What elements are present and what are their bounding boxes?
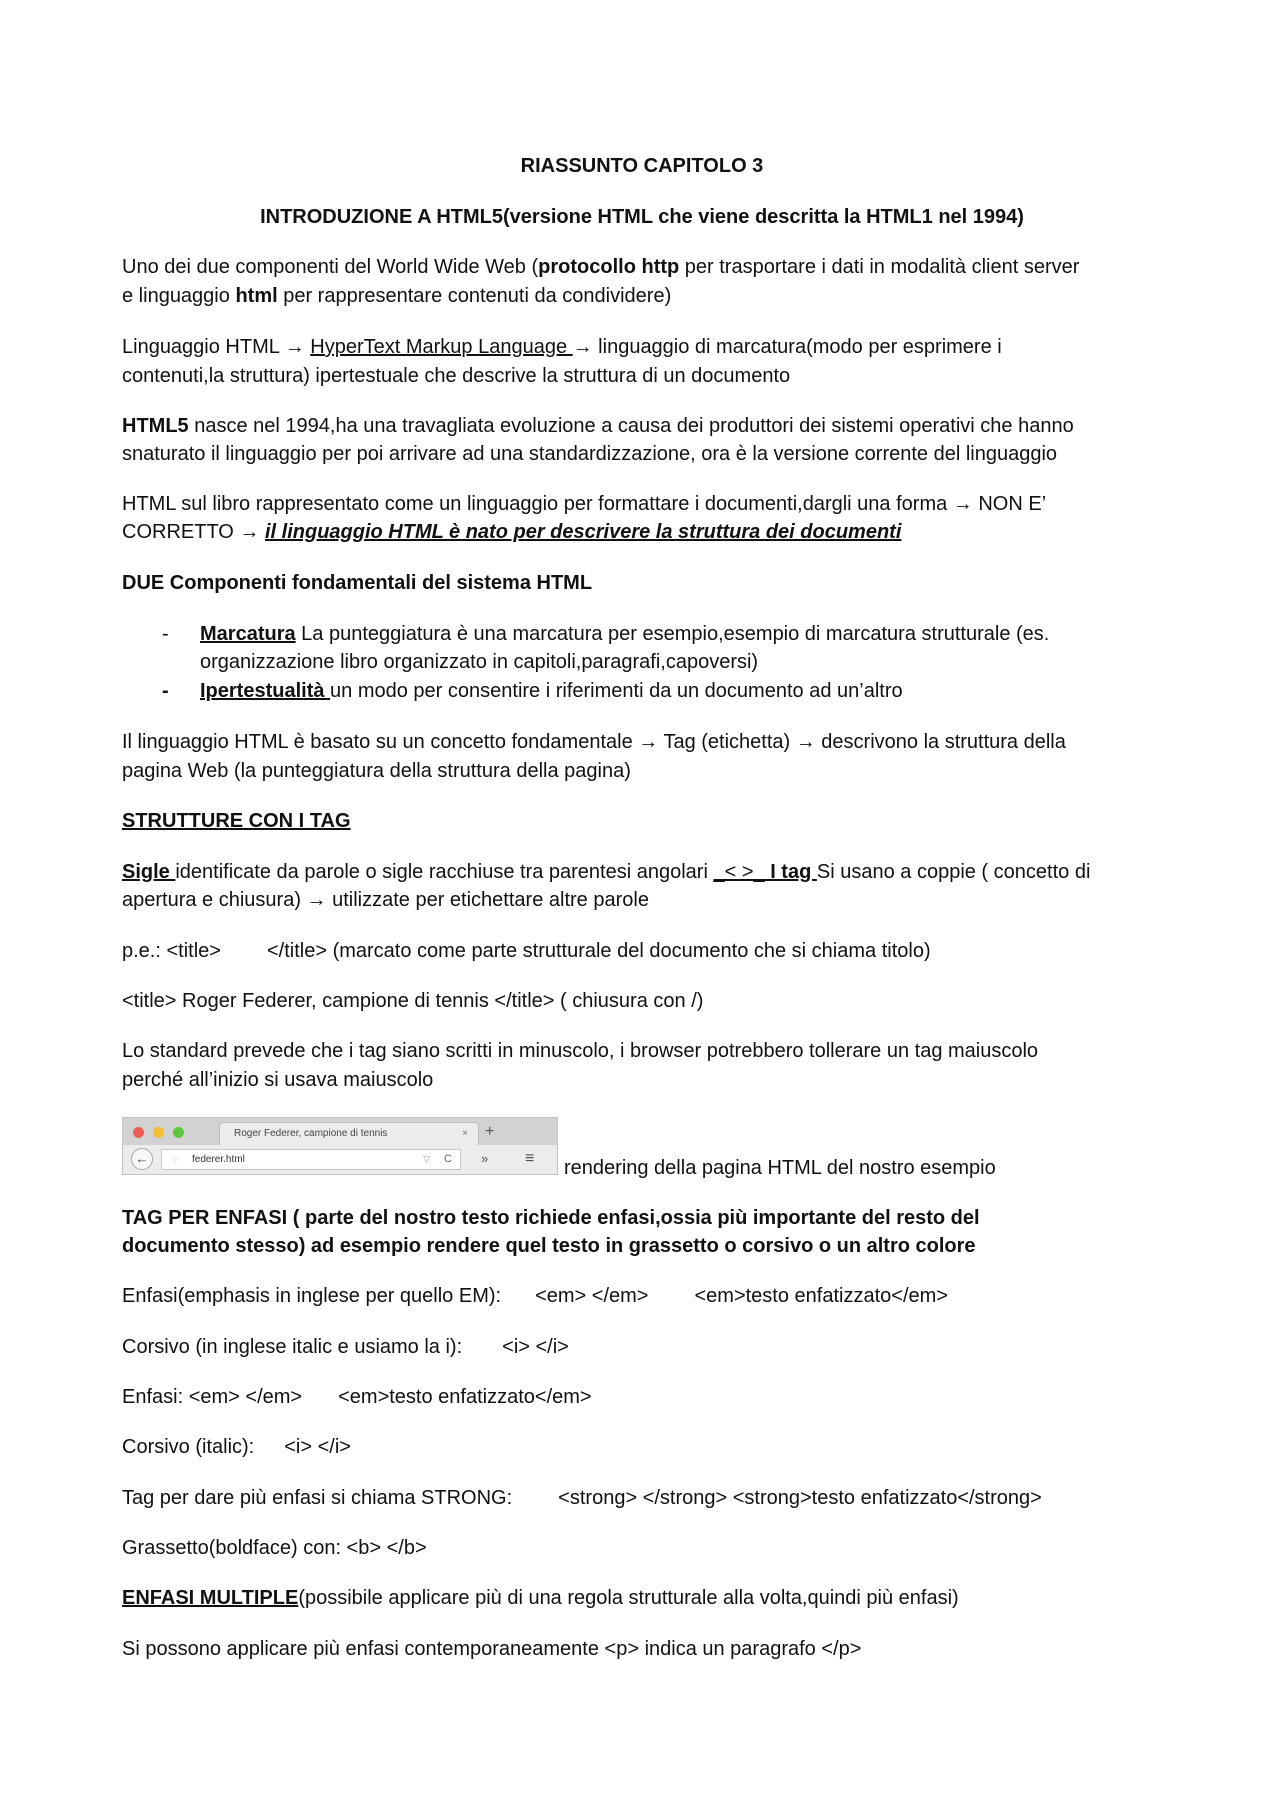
heading-tag-enfasi-line1: TAG PER ENFASI ( parte del nostro testo richiede enfasi,ossia più importante del resto del: [122, 1207, 980, 1229]
example-enfasi-em: Enfasi(emphasis in inglese per quello EM): <em> </em> <em>testo enfatizzato</em>: [122, 1285, 948, 1307]
bullet-dash: -: [162, 623, 169, 645]
browser-tab-bar: [123, 1118, 557, 1145]
paragraph-sigle-line1: Sigle identificate da parole o sigle racchiuse tra parentesi angolari _< >_ I tag Si usano a coppie ( concetto di: [122, 861, 1091, 883]
globe-icon: ◌: [172, 1154, 178, 1165]
example-strong: Tag per dare più enfasi si chiama STRONG: <strong> </strong> <strong>testo enfatizzato</strong>: [122, 1487, 1042, 1509]
example-corsivo-i: Corsivo (in inglese italic e usiamo la i): <i> </i>: [122, 1336, 569, 1358]
bullet-marcatura: Marcatura La punteggiatura è una marcatura per esempio,esempio di marcatura strutturale (es.: [200, 623, 1050, 645]
paragraph-libro-line2: CORRETTO → il linguaggio HTML è nato per descrivere la struttura dei documenti: [122, 521, 902, 543]
menu-icon: ≡: [525, 1150, 535, 1167]
paragraph-html-line1: Linguaggio HTML → HyperText Markup Language → linguaggio di marcatura(modo per esprimere i: [122, 336, 1002, 358]
paragraph-standard-line2: perché all’inizio si usava maiuscolo: [122, 1069, 434, 1091]
caption-rendering: rendering della pagina HTML del nostro esempio: [564, 1157, 996, 1179]
bullet-dash: -: [162, 680, 169, 702]
heading-due-componenti: DUE Componenti fondamentali del sistema HTML: [122, 572, 593, 594]
document-title: RIASSUNTO CAPITOLO 3: [520, 155, 764, 177]
bullet-marcatura-line2: organizzazione libro organizzato in capitoli,paragrafi,capoversi): [200, 651, 759, 673]
arrow-icon: →: [306, 889, 327, 911]
arrow-icon: →: [284, 336, 305, 358]
new-tab-icon: +: [485, 1123, 495, 1140]
example-federer: <title> Roger Federer, campione di tennis </title> ( chiusura con /): [122, 990, 704, 1012]
arrow-icon: →: [239, 521, 260, 543]
arrow-icon: →: [795, 731, 816, 753]
paragraph-standard-line1: Lo standard prevede che i tag siano scritti in minuscolo, i browser potrebbero tollerare un tag maiuscolo: [122, 1040, 1039, 1062]
paragraph-tag-line1: Il linguaggio HTML è basato su un concetto fondamentale → Tag (etichetta) → descrivono la struttura della: [122, 731, 1066, 753]
paragraph-html5-line1: HTML5 nasce nel 1994,ha una travagliata evoluzione a causa dei produttori dei sistemi operativi che hanno: [122, 415, 1074, 437]
paragraph-tag-line2: pagina Web (la punteggiatura della struttura della pagina): [122, 760, 631, 782]
paragraph-libro-line1: HTML sul libro rappresentato come un linguaggio per formattare i documenti,dargli una forma → NON E’: [122, 493, 1047, 515]
document-subtitle: INTRODUZIONE A HTML5(versione HTML che viene descritta la HTML1 nel 1994): [260, 206, 1024, 228]
browser-tab: Roger Federer, campione di tennis ×: [219, 1122, 479, 1145]
minimize-window-icon: [153, 1127, 164, 1138]
address-bar: ◌ federer.html ▽ C: [161, 1149, 461, 1170]
paragraph-www-line1: Uno dei due componenti del World Wide Web (protocollo http per trasportare i dati in modalità client server: [122, 256, 1080, 278]
arrow-icon: →: [952, 493, 973, 515]
close-window-icon: [133, 1127, 144, 1138]
zoom-window-icon: [173, 1127, 184, 1138]
reload-icon: C: [444, 1153, 452, 1165]
paragraph-paragrafo: Si possono applicare più enfasi contemporaneamente <p> indica un paragrafo </p>: [122, 1638, 862, 1660]
dropdown-icon: ▽: [423, 1154, 430, 1164]
paragraph-www-line2: e linguaggio html per rappresentare contenuti da condividere): [122, 285, 672, 307]
bullet-ipertestualita: Ipertestualità un modo per consentire i riferimenti da un documento ad un’altro: [200, 680, 903, 702]
browser-toolbar: [123, 1145, 557, 1174]
heading-tag-enfasi-line2: documento stesso) ad esempio rendere quel testo in grassetto o corsivo o un altro colore: [122, 1235, 976, 1257]
example-title-tag: p.e.: <title> </title> (marcato come parte strutturale del documento che si chiama titolo): [122, 940, 931, 962]
heading-strutture-tag: STRUTTURE CON I TAG: [122, 810, 351, 832]
browser-screenshot: [122, 1117, 558, 1175]
paragraph-html5-line2: snaturato il linguaggio per poi arrivare ad una standardizzazione, ora è la versione corrente del linguaggio: [122, 443, 1058, 465]
example-enfasi-short: Enfasi: <em> </em> <em>testo enfatizzato</em>: [122, 1386, 592, 1408]
arrow-icon: →: [638, 731, 659, 753]
paragraph-enfasi-multiple: ENFASI MULTIPLE(possibile applicare più di una regola strutturale alla volta,quindi più enfasi): [122, 1587, 959, 1609]
paragraph-html-line2: contenuti,la struttura) ipertestuale che descrive la struttura di un documento: [122, 365, 791, 387]
forward-icon: »: [481, 1151, 489, 1166]
paragraph-sigle-line2: apertura e chiusura) → utilizzate per etichettare altre parole: [122, 889, 649, 911]
close-tab-icon: ×: [462, 1128, 468, 1139]
back-icon: ←: [131, 1148, 153, 1170]
example-grassetto: Grassetto(boldface) con: <b> </b>: [122, 1537, 427, 1559]
arrow-icon: →: [572, 336, 593, 358]
example-corsivo-short: Corsivo (italic): <i> </i>: [122, 1436, 351, 1458]
